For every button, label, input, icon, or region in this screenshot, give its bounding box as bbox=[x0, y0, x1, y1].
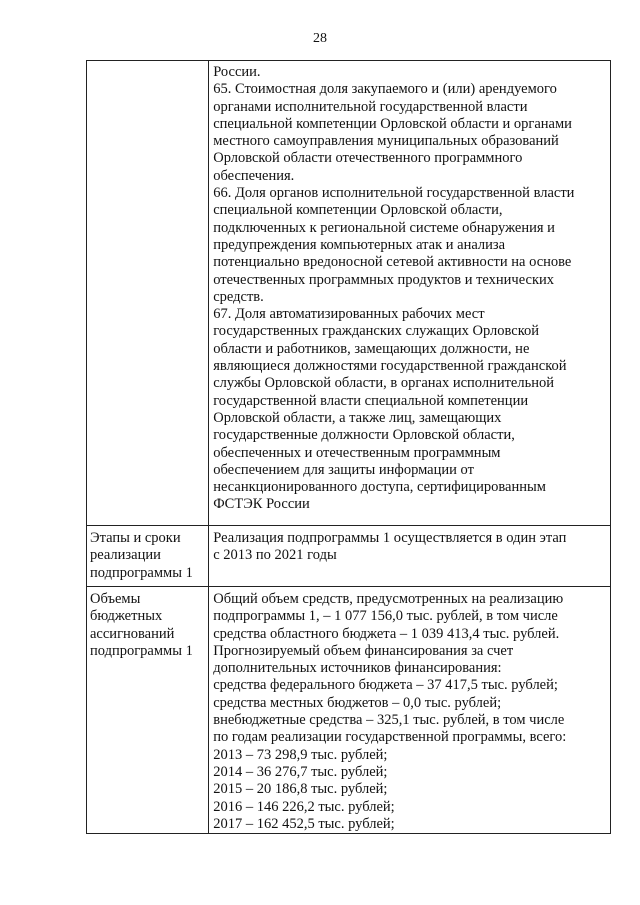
row-1-label-cell bbox=[87, 61, 209, 526]
text-line: внебюджетные средства – 325,1 тыс. рублей, в том числе bbox=[213, 712, 565, 729]
text-line: средств. bbox=[213, 288, 264, 305]
text-line: специальной компетенции Орловской области и органами bbox=[213, 115, 572, 132]
text-line: по годам реализации государственной программы, всего: bbox=[213, 729, 567, 746]
text-line: являющиеся должностями государственной гражданской bbox=[213, 358, 567, 375]
text-line: реализации bbox=[90, 547, 161, 564]
text-line: Орловской области, а также лиц, замещающих bbox=[213, 409, 502, 426]
text-line: области и работников, замещающих должности, не bbox=[213, 340, 530, 357]
text-line: местного самоуправления муниципальных образований bbox=[213, 133, 559, 150]
text-line: Объемы bbox=[90, 591, 141, 607]
text-line: подпрограммы 1 bbox=[90, 642, 193, 659]
text-line: 66. Доля органов исполнительной государственной власти bbox=[213, 185, 575, 202]
text-line: государственные должности Орловской области, bbox=[213, 427, 515, 444]
row-1-value-cell bbox=[209, 61, 611, 526]
text-line: обеспеченных и отечественным программным bbox=[213, 444, 501, 461]
text-line: государственной власти специальной компетенции bbox=[213, 392, 529, 409]
row-3-value-cell bbox=[209, 587, 611, 834]
text-line: потенциально вредоносной сетевой активности на основе bbox=[213, 254, 572, 271]
text-line: Общий объем средств, предусмотренных на реализацию bbox=[213, 591, 564, 607]
text-line: 2017 – 162 452,5 тыс. рублей; bbox=[213, 815, 395, 832]
text-line: средства федерального бюджета – 37 417,5 тыс. рублей; bbox=[213, 677, 558, 694]
text-line: Орловской области отечественного программного bbox=[213, 150, 523, 167]
text-line: дополнительных источников финансирования: bbox=[213, 660, 502, 677]
table-row-indicators bbox=[87, 61, 611, 526]
text-line: ФСТЭК России bbox=[213, 496, 310, 513]
text-line: специальной компетенции Орловской области, bbox=[213, 202, 503, 219]
row-2-label-cell bbox=[87, 526, 209, 587]
table-row-stages bbox=[87, 526, 611, 587]
text-line: 2013 – 73 298,9 тыс. рублей; bbox=[213, 746, 388, 763]
text-line: обеспечения. bbox=[213, 167, 295, 184]
text-line: Прогнозируемый объем финансирования за счет bbox=[213, 642, 514, 659]
text-line: обеспечением для защиты информации от bbox=[213, 461, 474, 478]
text-line: органами исполнительной государственной власти bbox=[213, 98, 528, 115]
text-line: 67. Доля автоматизированных рабочих мест bbox=[213, 306, 485, 323]
text-line: отечественных программных продуктов и технических bbox=[213, 271, 555, 288]
text-line: предупреждения компьютерных атак и анализа bbox=[213, 236, 506, 253]
text-line: с 2013 по 2021 годы bbox=[213, 547, 337, 564]
text-line: 2014 – 36 276,7 тыс. рублей; bbox=[213, 763, 388, 780]
text-line: Реализация подпрограммы 1 осуществляется в один этап bbox=[213, 530, 567, 546]
text-line: 2016 – 146 226,2 тыс. рублей; bbox=[213, 798, 395, 815]
table-row-budget bbox=[87, 587, 611, 834]
text-line: России. bbox=[213, 64, 261, 80]
text-line: ассигнований bbox=[90, 625, 175, 642]
page-number: 28 bbox=[313, 31, 327, 46]
text-line: средства местных бюджетов – 0,0 тыс. рублей; bbox=[213, 694, 502, 711]
text-line: 2015 – 20 186,8 тыс. рублей; bbox=[213, 781, 388, 798]
text-line: подпрограммы 1, – 1 077 156,0 тыс. рублей, в том числе bbox=[213, 608, 558, 625]
text-line: 65. Стоимостная доля закупаемого и (или) арендуемого bbox=[213, 81, 557, 98]
text-line: средства областного бюджета – 1 039 413,4 тыс. рублей. bbox=[213, 625, 560, 642]
text-line: службы Орловской области, в органах исполнительной bbox=[213, 375, 554, 392]
text-line: государственных гражданских служащих Орловской bbox=[213, 323, 540, 340]
text-line: подключенных к региональной системе обнаружения и bbox=[213, 219, 555, 236]
text-line: бюджетных bbox=[90, 608, 163, 625]
row-3-label-cell bbox=[87, 587, 209, 834]
text-line: несанкционированного доступа, сертифицированным bbox=[213, 479, 546, 496]
passport-table bbox=[86, 60, 611, 834]
text-line: подпрограммы 1 bbox=[90, 564, 193, 581]
row-2-value-cell bbox=[209, 526, 611, 587]
text-line: Этапы и сроки bbox=[90, 530, 181, 546]
